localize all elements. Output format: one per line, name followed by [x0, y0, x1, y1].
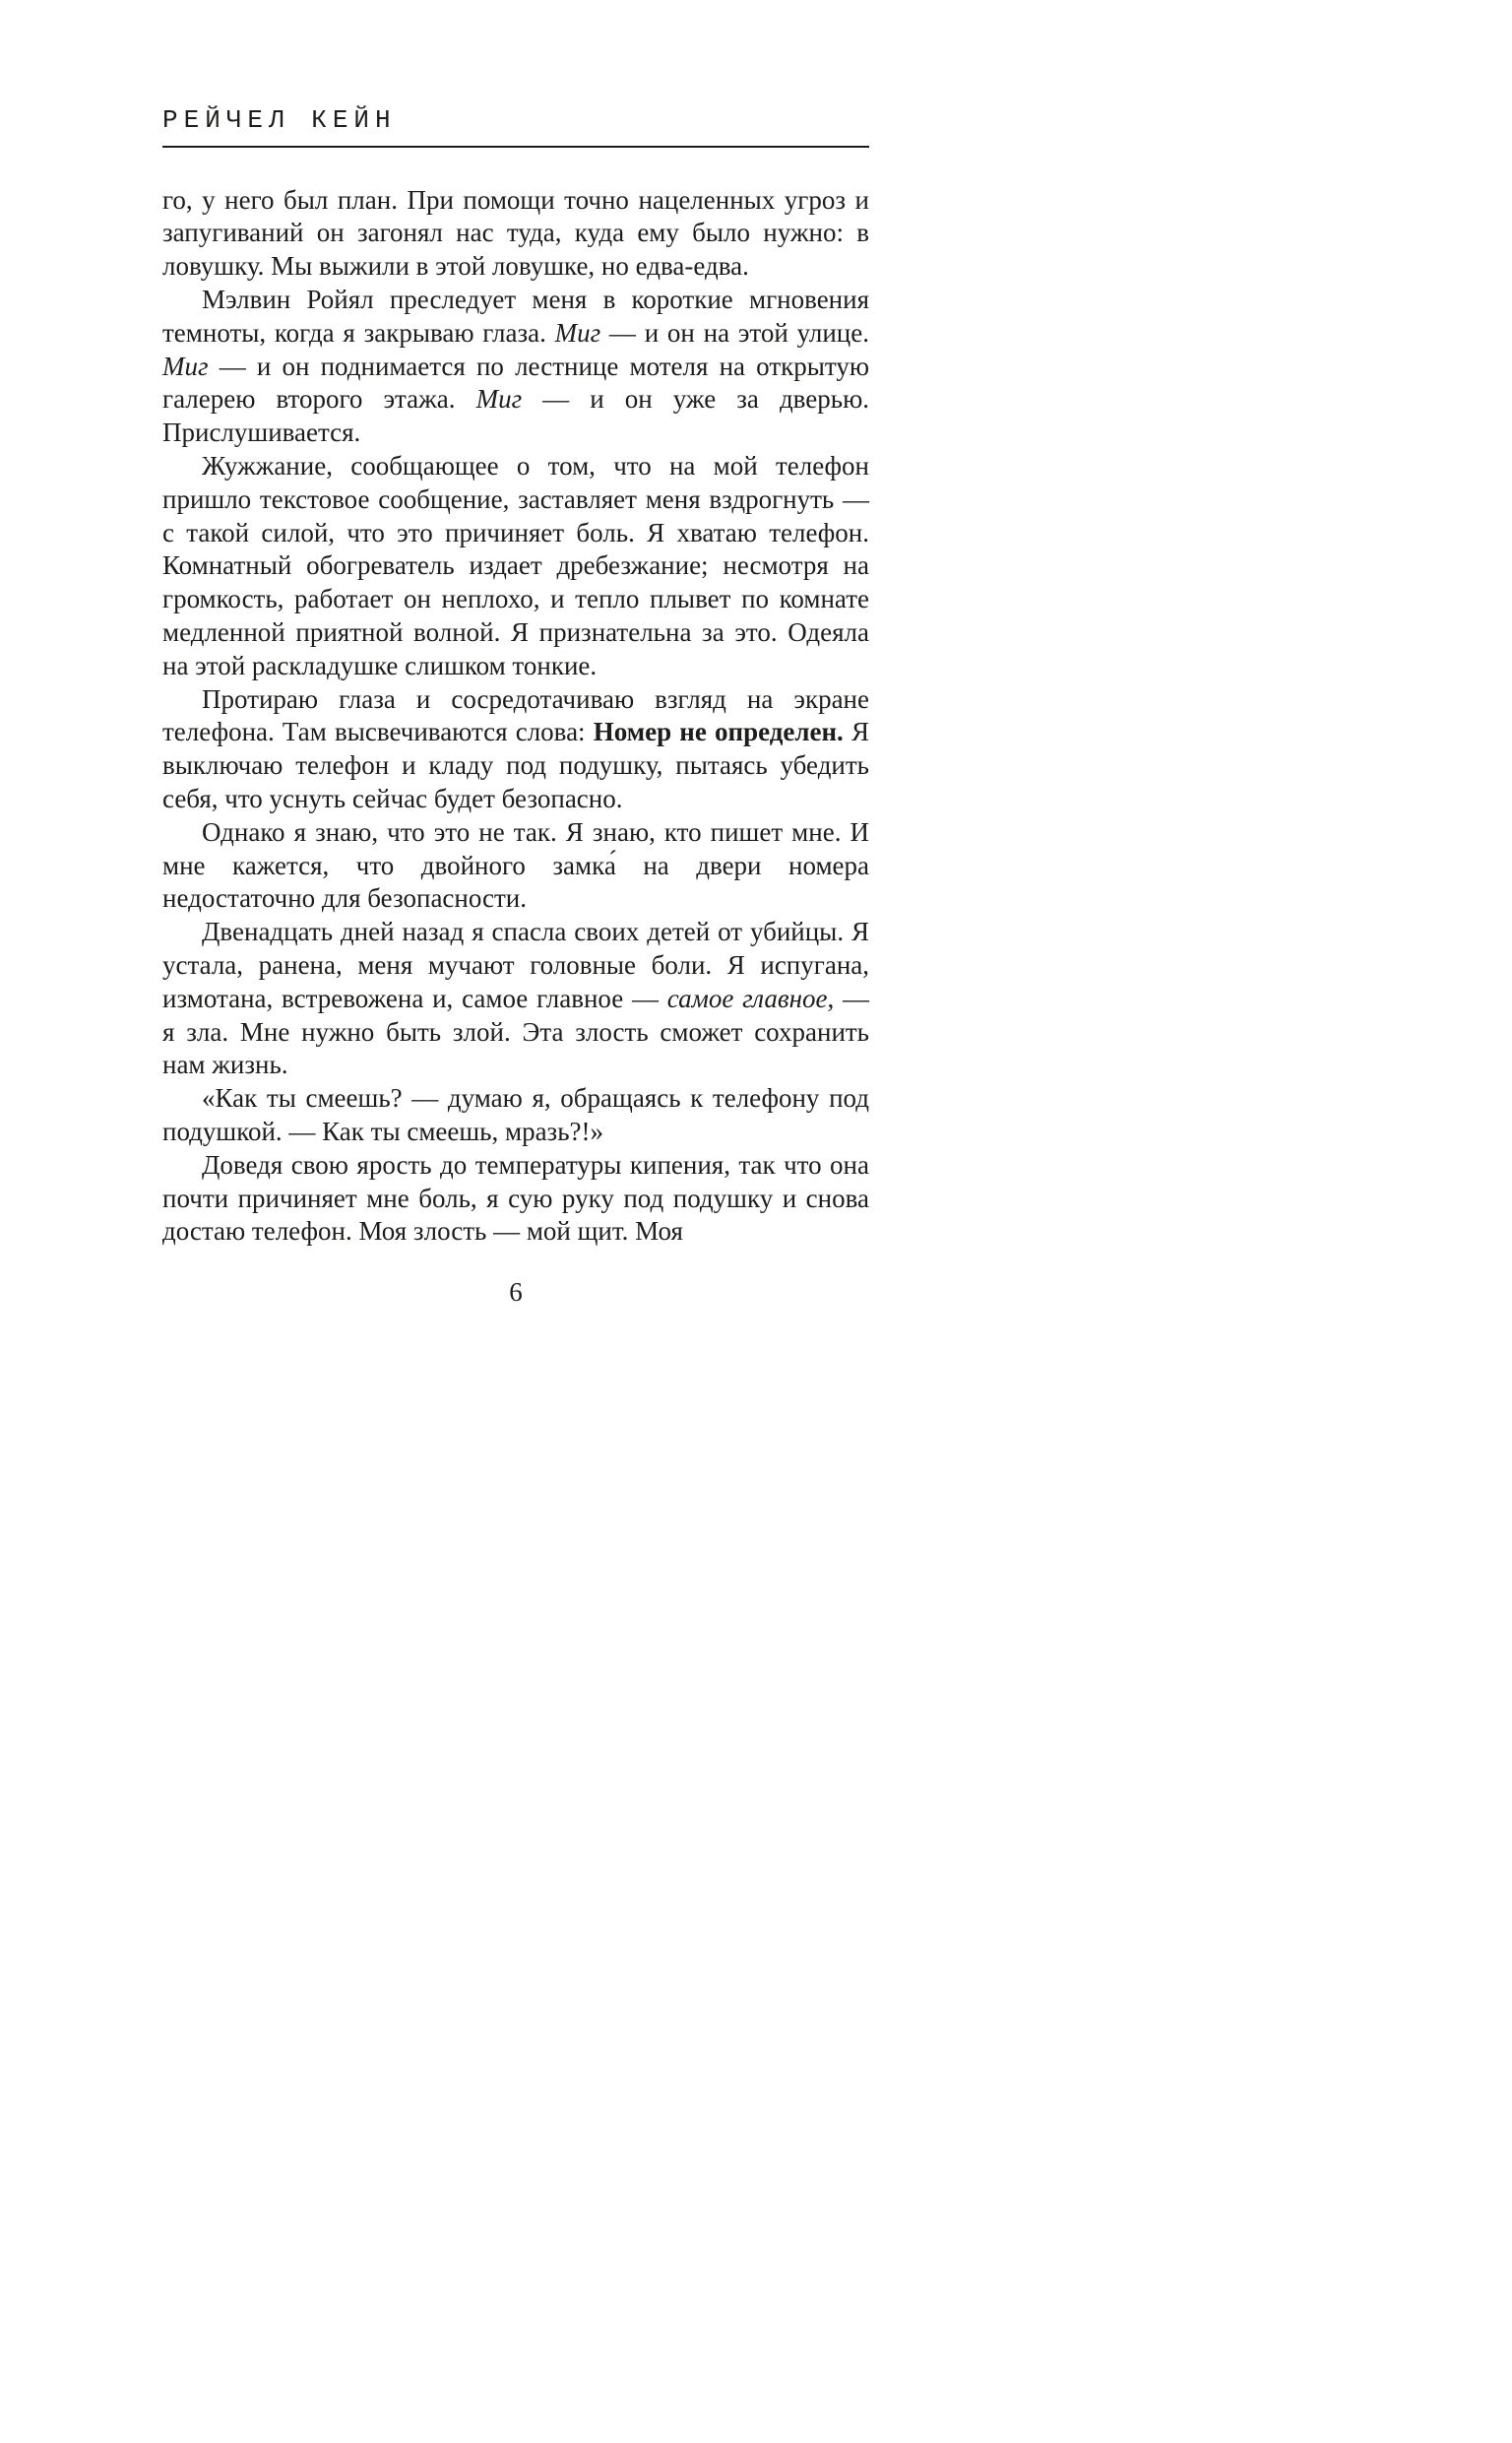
- text-run: — и он уже за дверью. Прислушивается.: [162, 384, 869, 448]
- text-run: — и он поднимается по лестнице мотеля на открытую галерею второго этажа.: [162, 351, 869, 415]
- paragraph: [162, 1082, 869, 1149]
- italic-text: Миг: [475, 384, 523, 415]
- text-run: Я выключаю телефон и кладу под подушку, пытаясь убедить себя, что уснуть сейчас будет безопасно.: [162, 717, 870, 813]
- paragraph: [162, 184, 869, 284]
- paragraph: [162, 450, 869, 683]
- paragraph: [162, 916, 869, 1082]
- text-run: Доведя свою ярость до температуры кипения, так что она почти причиняет мне боль, я сую руку под подушку и снова достаю телефон. Моя злость — мой щит. Моя: [162, 1149, 869, 1247]
- paragraph: [162, 284, 869, 450]
- text-run: Двенадцать дней назад я спасла своих детей от убийцы. Я устала, ранена, меня мучают головные боли. Я испугана, измотана, встревожена и, самое главное —: [162, 917, 869, 1013]
- paragraph: [162, 816, 869, 916]
- text-run: Жужжание, сообщающее о том, что на мой телефон пришло текстовое сообщение, заставляет меня вздрогнуть — с такой силой, что это причиняет боль. Я хватаю телефон. Комнатный обогреватель издает дребезжание; несмотря на громкость, работает он неплохо, и тепло плывет по комнате медленной приятной волной. Я признательна за это. Одеяла на этой раскладушке слишком тонкие.: [162, 450, 869, 680]
- page-number: 6: [509, 1277, 523, 1308]
- text-run: го, у него был план. При помощи точно нацеленных угроз и запугиваний он загонял нас туда, куда ему было нужно: в ловушку. Мы выжили в этой ловушке, но едва-едва.: [162, 184, 869, 282]
- text-run: — и он на этой улице.: [600, 317, 869, 348]
- paragraph: [162, 1149, 869, 1249]
- text-run: Протираю глаза и сосредотачиваю взгляд на экране телефона. Там высвечиваются слова:: [162, 683, 869, 747]
- italic-text: Миг: [554, 317, 601, 348]
- header-rule: [162, 146, 869, 148]
- text-run: «Как ты смеешь? — думаю я, обращаясь к телефону под подушкой. — Как ты смеешь, мразь?!»: [162, 1083, 869, 1146]
- paragraph: [162, 683, 869, 816]
- body-text: [162, 184, 869, 1250]
- text-run: Мэлвин Ройял преследует меня в короткие мгновения темноты, когда я закрываю глаза.: [162, 284, 869, 348]
- italic-text: Миг: [162, 351, 209, 381]
- author-name: РЕЙЧЕЛ КЕЙН: [162, 105, 397, 135]
- text-run: Однако я знаю, что это не так. Я знаю, кто пишет мне. И мне кажется, что двойного замка́ на двери номера недостаточно для безопасности.: [162, 816, 869, 914]
- bold-text: Номер не определен.: [593, 717, 844, 747]
- page-content: [162, 106, 869, 1308]
- running-header: [162, 106, 869, 148]
- italic-text: самое главное: [666, 983, 828, 1013]
- text-run: , — я зла. Мне нужно быть злой. Эта злость сможет сохранить нам жизнь.: [162, 983, 869, 1080]
